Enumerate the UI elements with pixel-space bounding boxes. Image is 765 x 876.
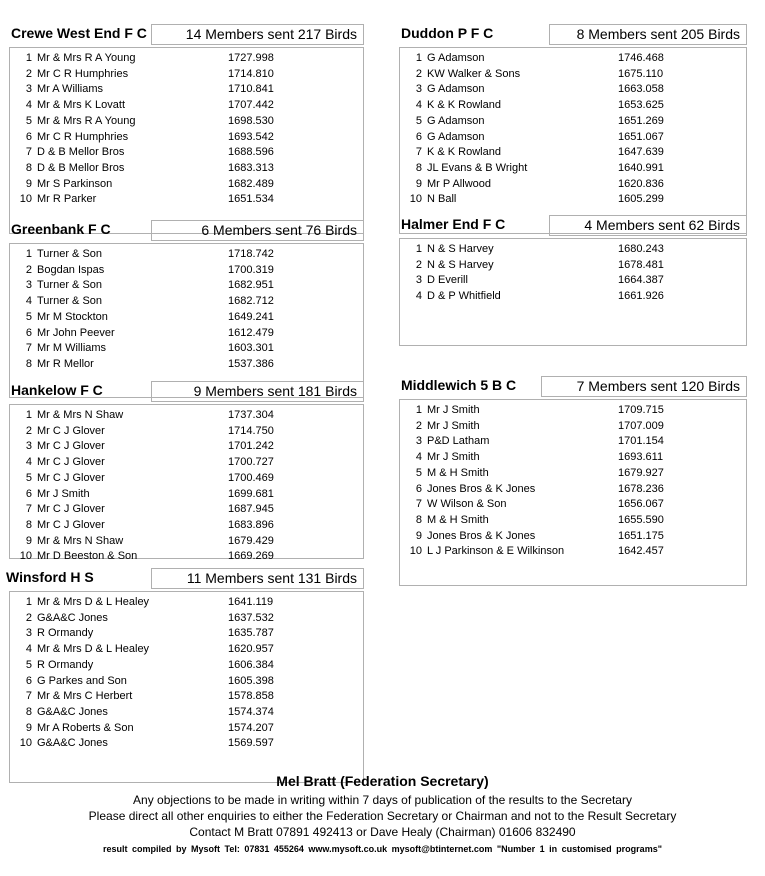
members-sent-box: 7 Members sent 120 Birds — [541, 376, 747, 397]
club-name: Winsford H S — [6, 569, 94, 585]
fancier-name: Mr J Smith — [427, 419, 480, 432]
result-row — [10, 130, 363, 146]
velocity-value: 1663.058 — [618, 83, 664, 96]
club-name: Hankelow F C — [11, 382, 103, 398]
position-number: 6 — [25, 674, 32, 687]
result-row — [400, 513, 746, 529]
position-number: 9 — [415, 177, 422, 190]
position-number: 4 — [25, 295, 32, 308]
velocity-value: 1661.926 — [618, 290, 664, 303]
fancier-name: Mr M Williams — [37, 342, 107, 355]
velocity-value: 1710.841 — [228, 83, 274, 96]
velocity-value: 1612.479 — [228, 326, 274, 339]
result-row — [400, 258, 746, 274]
velocity-value: 1683.896 — [228, 518, 274, 531]
velocity-value: 1727.998 — [228, 52, 274, 64]
velocity-value: 1707.442 — [228, 99, 274, 112]
fancier-name: Mr A Williams — [37, 83, 103, 96]
fancier-name: Jones Bros & K Jones — [427, 482, 536, 495]
club-name: Middlewich 5 B C — [401, 377, 517, 393]
position-number: 8 — [25, 705, 32, 718]
fancier-name: Mr C R Humphries — [37, 130, 129, 143]
position-number: 1 — [415, 243, 422, 255]
fancier-name: Mr C R Humphries — [37, 67, 129, 80]
result-row — [10, 502, 363, 518]
result-row — [400, 82, 746, 98]
position-number: 2 — [415, 258, 422, 271]
position-number: 3 — [25, 440, 32, 453]
velocity-value: 1687.945 — [228, 503, 274, 516]
fancier-name: Mr C J Glover — [37, 440, 105, 453]
fancier-name: Mr C J Glover — [37, 503, 105, 516]
position-number: 10 — [409, 545, 422, 558]
position-number: 3 — [415, 435, 422, 448]
position-number: 1 — [25, 596, 32, 608]
fancier-name: D & B Mellor Bros — [37, 146, 125, 159]
position-number: 8 — [25, 161, 32, 174]
velocity-value: 1718.742 — [228, 248, 274, 260]
result-row — [10, 455, 363, 471]
result-row — [400, 192, 746, 208]
fancier-name: Mr D Beeston & Son — [37, 550, 138, 563]
velocity-value: 1656.067 — [618, 498, 664, 511]
position-number: 8 — [415, 513, 422, 526]
position-number: 2 — [25, 611, 32, 624]
velocity-value: 1605.398 — [228, 674, 274, 687]
velocity-value: 1651.269 — [618, 114, 664, 127]
velocity-value: 1620.836 — [618, 177, 664, 190]
fancier-name: Mr & Mrs K Lovatt — [37, 99, 126, 112]
velocity-value: 1701.242 — [228, 440, 274, 453]
fancier-name: G Parkes and Son — [37, 674, 127, 687]
position-number: 1 — [415, 404, 422, 416]
position-number: 6 — [25, 326, 32, 339]
velocity-value: 1679.927 — [618, 466, 664, 479]
position-number: 7 — [25, 146, 32, 159]
fancier-name: D Everill — [427, 274, 468, 287]
result-row — [400, 450, 746, 466]
velocity-value: 1699.681 — [228, 487, 274, 500]
result-row — [10, 642, 363, 658]
result-row — [10, 721, 363, 737]
position-number: 2 — [25, 424, 32, 437]
result-row — [10, 611, 363, 627]
velocity-value: 1707.009 — [618, 419, 664, 432]
velocity-value: 1620.957 — [228, 643, 274, 656]
position-number: 7 — [415, 498, 422, 511]
secretary-title: Mel Bratt (Federation Secretary) — [276, 773, 489, 789]
fancier-name: Jones Bros & K Jones — [427, 529, 536, 542]
velocity-value: 1651.175 — [618, 529, 664, 542]
club-name: Halmer End F C — [401, 216, 506, 232]
velocity-value: 1682.712 — [228, 295, 274, 308]
result-row — [400, 482, 746, 498]
results-list — [9, 404, 364, 563]
velocity-value: 1651.067 — [618, 130, 664, 143]
velocity-value: 1675.110 — [618, 67, 664, 80]
position-number: 6 — [25, 130, 32, 143]
fancier-name: D & P Whitfield — [427, 290, 501, 303]
contact-line: Contact M Bratt 07891 492413 or Dave Healy (Chairman) 01606 832490 — [189, 825, 576, 839]
position-number: 4 — [25, 643, 32, 656]
results-list — [9, 47, 364, 234]
velocity-value: 1655.590 — [618, 513, 664, 526]
fancier-name: Mr P Allwood — [427, 177, 491, 190]
position-number: 3 — [415, 274, 422, 287]
velocity-value: 1693.542 — [228, 130, 274, 143]
result-row — [10, 161, 363, 177]
result-row — [10, 487, 363, 503]
position-number: 9 — [25, 534, 32, 547]
position-number: 7 — [25, 503, 32, 516]
velocity-value: 1693.611 — [618, 451, 664, 464]
results-list — [399, 238, 747, 346]
result-row — [10, 145, 363, 161]
fancier-name: Mr & Mrs R A Young — [37, 52, 136, 64]
fancier-name: KW Walker & Sons — [427, 67, 521, 80]
result-row — [10, 82, 363, 98]
result-row — [400, 51, 746, 67]
velocity-value: 1683.313 — [228, 161, 274, 174]
result-row — [400, 434, 746, 450]
velocity-value: 1701.154 — [618, 435, 664, 448]
result-row — [400, 161, 746, 177]
fancier-name: Mr J Smith — [427, 404, 480, 416]
result-row — [400, 497, 746, 513]
fancier-name: N Ball — [427, 193, 457, 206]
compiled-by-line: result compiled by Mysoft Tel: 07831 455264 www.mysoft.co.uk mysoft@btinternet.com "Number 1 in customised programs" — [103, 844, 662, 854]
velocity-value: 1714.750 — [228, 424, 274, 437]
fancier-name: D & B Mellor Bros — [37, 161, 125, 174]
position-number: 9 — [25, 177, 32, 190]
fancier-name: Turner & Son — [37, 248, 103, 260]
result-row — [400, 98, 746, 114]
result-row — [10, 67, 363, 83]
fancier-name: G Adamson — [427, 83, 485, 96]
fancier-name: L J Parkinson & E Wilkinson — [427, 545, 565, 558]
velocity-value: 1569.597 — [228, 737, 274, 750]
velocity-value: 1664.387 — [618, 274, 664, 287]
velocity-value: 1640.991 — [618, 161, 664, 174]
position-number: 10 — [19, 193, 32, 206]
position-number: 2 — [25, 263, 32, 276]
result-row — [400, 466, 746, 482]
velocity-value: 1698.530 — [228, 114, 274, 127]
result-row — [10, 705, 363, 721]
velocity-value: 1635.787 — [228, 627, 274, 640]
position-number: 10 — [19, 550, 32, 563]
position-number: 2 — [415, 419, 422, 432]
position-number: 5 — [25, 114, 32, 127]
members-sent-box: 8 Members sent 205 Birds — [549, 24, 747, 45]
result-row — [10, 98, 363, 114]
velocity-value: 1537.386 — [228, 357, 274, 370]
fancier-name: Mr C J Glover — [37, 518, 105, 531]
position-number: 5 — [25, 471, 32, 484]
fancier-name: R Ormandy — [37, 627, 94, 640]
fancier-name: Mr & Mrs N Shaw — [37, 534, 124, 547]
fancier-name: Turner & Son — [37, 279, 103, 292]
fancier-name: Mr & Mrs D & L Healey — [37, 643, 150, 656]
fancier-name: Mr R Mellor — [37, 357, 94, 370]
velocity-value: 1574.207 — [228, 721, 274, 734]
fancier-name: G Adamson — [427, 114, 485, 127]
position-number: 6 — [415, 482, 422, 495]
position-number: 10 — [409, 193, 422, 206]
velocity-value: 1649.241 — [228, 310, 274, 323]
result-row — [400, 289, 746, 305]
result-row — [10, 408, 363, 424]
result-row — [400, 419, 746, 435]
result-row — [10, 114, 363, 130]
fancier-name: G&A&C Jones — [37, 705, 108, 718]
velocity-value: 1688.596 — [228, 146, 274, 159]
result-row — [10, 626, 363, 642]
result-row — [10, 518, 363, 534]
club-name: Crewe West End F C — [11, 25, 147, 41]
result-row — [10, 424, 363, 440]
position-number: 3 — [415, 83, 422, 96]
results-list — [399, 399, 747, 586]
position-number: 5 — [415, 114, 422, 127]
fancier-name: M & H Smith — [427, 513, 489, 526]
velocity-value: 1680.243 — [618, 243, 664, 255]
fancier-name: Mr & Mrs N Shaw — [37, 409, 124, 421]
result-row — [10, 51, 363, 67]
position-number: 5 — [25, 310, 32, 323]
members-sent-box: 14 Members sent 217 Birds — [151, 24, 364, 45]
velocity-value: 1682.951 — [228, 279, 274, 292]
result-row — [400, 114, 746, 130]
result-row — [10, 471, 363, 487]
result-row — [400, 145, 746, 161]
result-row — [10, 357, 363, 373]
members-sent-box: 6 Members sent 76 Birds — [151, 220, 364, 241]
fancier-name: G&A&C Jones — [37, 737, 108, 750]
velocity-value: 1669.269 — [228, 550, 274, 563]
velocity-value: 1606.384 — [228, 658, 274, 671]
result-row — [10, 326, 363, 342]
velocity-value: 1714.810 — [228, 67, 274, 80]
velocity-value: 1737.304 — [228, 409, 274, 421]
result-row — [10, 247, 363, 263]
fancier-name: K & K Rowland — [427, 99, 501, 112]
velocity-value: 1637.532 — [228, 611, 274, 624]
result-row — [400, 544, 746, 560]
position-number: 8 — [25, 357, 32, 370]
fancier-name: G Adamson — [427, 130, 485, 143]
members-sent-box: 9 Members sent 181 Birds — [151, 381, 364, 402]
result-row — [10, 549, 363, 565]
result-row — [400, 403, 746, 419]
position-number: 6 — [415, 130, 422, 143]
club-name: Duddon P F C — [401, 25, 494, 41]
result-row — [10, 595, 363, 611]
fancier-name: P&D Latham — [427, 435, 490, 448]
result-row — [10, 177, 363, 193]
position-number: 2 — [415, 67, 422, 80]
position-number: 7 — [25, 690, 32, 703]
velocity-value: 1574.374 — [228, 705, 274, 718]
position-number: 6 — [25, 487, 32, 500]
result-row — [10, 674, 363, 690]
result-row — [400, 130, 746, 146]
position-number: 4 — [415, 290, 422, 303]
velocity-value: 1605.299 — [618, 193, 664, 206]
fancier-name: G Adamson — [427, 52, 485, 64]
velocity-value: 1746.468 — [618, 52, 664, 64]
position-number: 4 — [415, 451, 422, 464]
result-row — [400, 67, 746, 83]
position-number: 2 — [25, 67, 32, 80]
position-number: 10 — [19, 737, 32, 750]
result-row — [10, 278, 363, 294]
club-name: Greenbank F C — [11, 221, 111, 237]
velocity-value: 1678.481 — [618, 258, 664, 271]
fancier-name: Mr R Parker — [37, 193, 97, 206]
results-list — [9, 591, 364, 783]
fancier-name: Mr A Roberts & Son — [37, 721, 134, 734]
fancier-name: Mr & Mrs C Herbert — [37, 690, 133, 703]
velocity-value: 1641.119 — [228, 596, 274, 608]
position-number: 8 — [415, 161, 422, 174]
fancier-name: Mr J Smith — [37, 487, 90, 500]
result-row — [10, 310, 363, 326]
result-row — [10, 294, 363, 310]
results-list — [9, 243, 364, 398]
result-row — [400, 273, 746, 289]
velocity-value: 1642.457 — [618, 545, 664, 558]
objections-notice: Any objections to be made in writing within 7 days of publication of the results to the Secretary — [133, 793, 632, 807]
velocity-value: 1653.625 — [618, 99, 664, 112]
position-number: 3 — [25, 279, 32, 292]
position-number: 3 — [25, 627, 32, 640]
result-row — [10, 534, 363, 550]
velocity-value: 1700.319 — [228, 263, 274, 276]
velocity-value: 1603.301 — [228, 342, 274, 355]
fancier-name: Mr C J Glover — [37, 456, 105, 469]
result-row — [400, 242, 746, 258]
velocity-value: 1700.727 — [228, 456, 274, 469]
result-row — [10, 263, 363, 279]
fancier-name: M & H Smith — [427, 466, 489, 479]
fancier-name: Bogdan Ispas — [37, 263, 105, 276]
fancier-name: Mr & Mrs R A Young — [37, 114, 136, 127]
position-number: 1 — [25, 248, 32, 260]
velocity-value: 1679.429 — [228, 534, 274, 547]
velocity-value: 1700.469 — [228, 471, 274, 484]
fancier-name: N & S Harvey — [427, 258, 494, 271]
position-number: 4 — [415, 99, 422, 112]
fancier-name: Mr & Mrs D & L Healey — [37, 596, 150, 608]
fancier-name: Turner & Son — [37, 295, 103, 308]
result-row — [10, 689, 363, 705]
fancier-name: Mr C J Glover — [37, 424, 105, 437]
position-number: 1 — [25, 409, 32, 421]
members-sent-box: 4 Members sent 62 Birds — [549, 215, 747, 236]
fancier-name: G&A&C Jones — [37, 611, 108, 624]
fancier-name: Mr John Peever — [37, 326, 115, 339]
result-row — [10, 658, 363, 674]
position-number: 3 — [25, 83, 32, 96]
fancier-name: Mr C J Glover — [37, 471, 105, 484]
result-row — [10, 192, 363, 208]
position-number: 9 — [415, 529, 422, 542]
enquiries-notice: Please direct all other enquiries to either the Federation Secretary or Chairman and not to the Result Secretary — [88, 809, 677, 823]
velocity-value: 1678.236 — [618, 482, 664, 495]
fancier-name: Mr J Smith — [427, 451, 480, 464]
result-row — [400, 177, 746, 193]
results-list — [399, 47, 747, 234]
velocity-value: 1709.715 — [618, 404, 664, 416]
position-number: 5 — [415, 466, 422, 479]
velocity-value: 1578.858 — [228, 690, 274, 703]
position-number: 9 — [25, 721, 32, 734]
position-number: 7 — [415, 146, 422, 159]
position-number: 4 — [25, 99, 32, 112]
result-row — [10, 341, 363, 357]
position-number: 1 — [415, 52, 422, 64]
position-number: 4 — [25, 456, 32, 469]
position-number: 8 — [25, 518, 32, 531]
position-number: 1 — [25, 52, 32, 64]
fancier-name: K & K Rowland — [427, 146, 501, 159]
position-number: 7 — [25, 342, 32, 355]
fancier-name: JL Evans & B Wright — [427, 161, 528, 174]
result-row — [10, 736, 363, 752]
fancier-name: W Wilson & Son — [427, 498, 507, 511]
fancier-name: Mr S Parkinson — [37, 177, 113, 190]
fancier-name: Mr M Stockton — [37, 310, 108, 323]
result-row — [400, 529, 746, 545]
velocity-value: 1682.489 — [228, 177, 274, 190]
velocity-value: 1651.534 — [228, 193, 274, 206]
members-sent-box: 11 Members sent 131 Birds — [151, 568, 364, 589]
position-number: 5 — [25, 658, 32, 671]
fancier-name: N & S Harvey — [427, 243, 494, 255]
result-row — [10, 439, 363, 455]
velocity-value: 1647.639 — [618, 146, 664, 159]
fancier-name: R Ormandy — [37, 658, 94, 671]
